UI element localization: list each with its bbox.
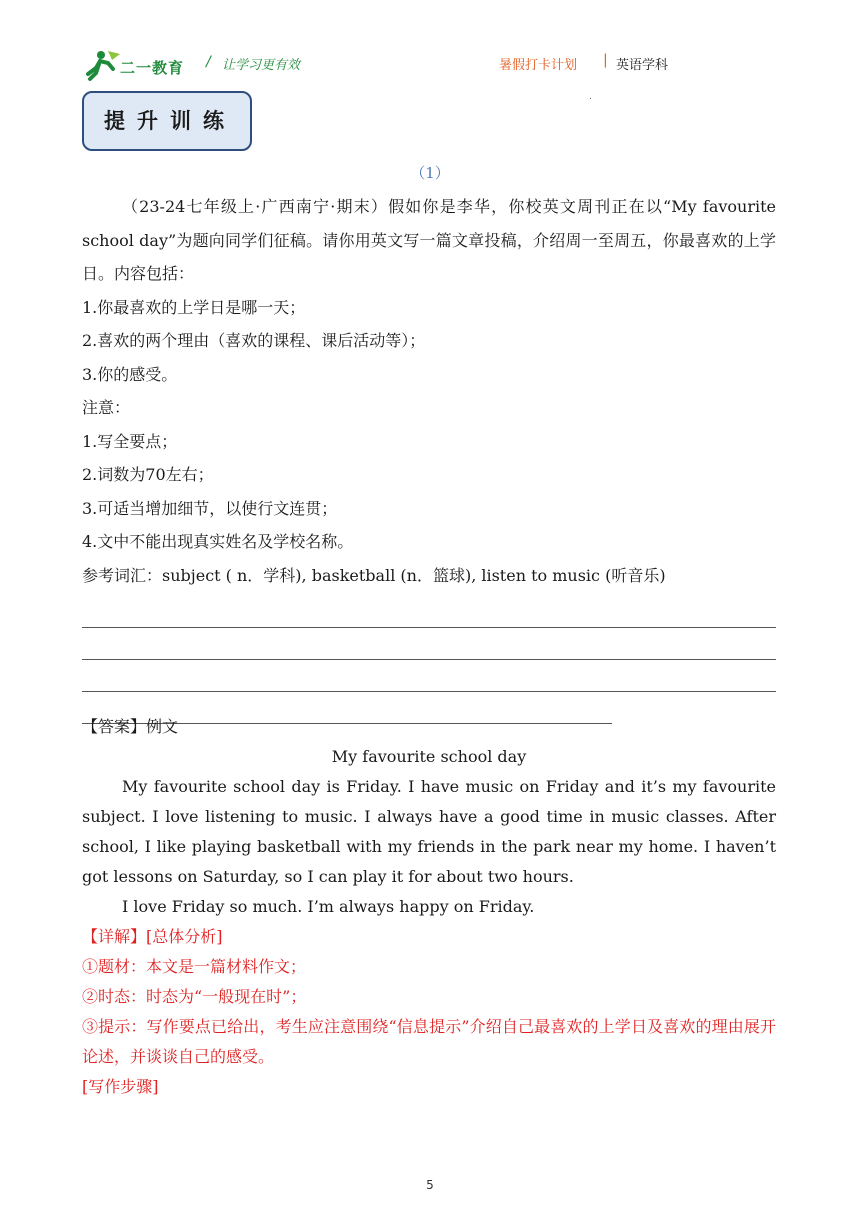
analysis-point: ③提示：写作要点已给出，考生应注意围绕“信息提示”介绍自己最喜欢的上学日及喜欢的理由展开论述，并谈谈自己的感受。 [82,1017,776,1066]
note-label: 注意： [82,398,131,417]
header-divider: | [603,52,608,68]
subject-label: 英语学科 [616,58,669,73]
note-item: 3.可适当增加细节，以使行文连贯； [82,498,338,518]
section-title-box [82,91,252,151]
essay-paragraph: I love Friday so much. I’m always happy on Friday. [122,897,535,916]
analysis-label: 【详解】[总体分析] [82,927,223,946]
content-item: 2.喜欢的两个理由（喜欢的课程、课后活动等）； [82,331,426,350]
page-header [82,48,782,84]
writing-line [82,628,776,660]
answer-label: 【答案】例文 [82,717,179,736]
question-body [82,190,776,724]
plan-label: 暑假打卡计划 [499,58,578,73]
question-prompt: （23-24七年级上·广西南宁·期末）假如你是李华，你校英文周刊正在以“My favourite school day”为题向同学们征稿。请你用英文写一篇文章投稿，介绍周一至周五，你最喜欢的上学日。内容包括： [82,197,776,283]
answer-lines [82,596,776,724]
vocabulary-hint: 参考词汇：subject ( n．学科), basketball (n．篮球), listen to music (听音乐) [82,565,666,585]
essay-paragraph: My favourite school day is Friday. I have music on Friday and it’s my favourite subject. I love listening to music. I always have a good time in music classes. After school, I like playing basketball with my friends in the park near my home. I haven’t got lessons on Saturday, so I can play it for about two hours. [82,777,776,886]
brand-logo [82,48,194,82]
runner-logo-icon [82,48,122,82]
page-number: 5 [426,1178,434,1192]
section-title: 提升训练 [104,109,236,133]
stray-dot: . [589,92,592,102]
writing-line [82,596,776,628]
note-item: 1.写全要点； [82,431,178,451]
slogan-divider: / [206,54,211,70]
question-number: （1） [410,164,450,182]
writing-line [82,660,776,692]
logo-text: 二一教育 [120,59,185,77]
content-item: 3.你的感受。 [82,364,178,384]
answer-section [82,712,776,1102]
note-item: 2.词数为70左右； [82,465,214,484]
slogan: 让学习更有效 [222,58,301,73]
content-item: 1.你最喜欢的上学日是哪一天； [82,297,306,317]
analysis-point: ①题材：本文是一篇材料作文； [82,957,307,976]
analysis-point: ②时态：时态为“一般现在时”； [82,987,307,1006]
note-item: 4.文中不能出现真实姓名及学校名称。 [82,532,354,551]
steps-label: [写作步骤] [82,1077,159,1096]
essay-title: My favourite school day [331,747,527,766]
